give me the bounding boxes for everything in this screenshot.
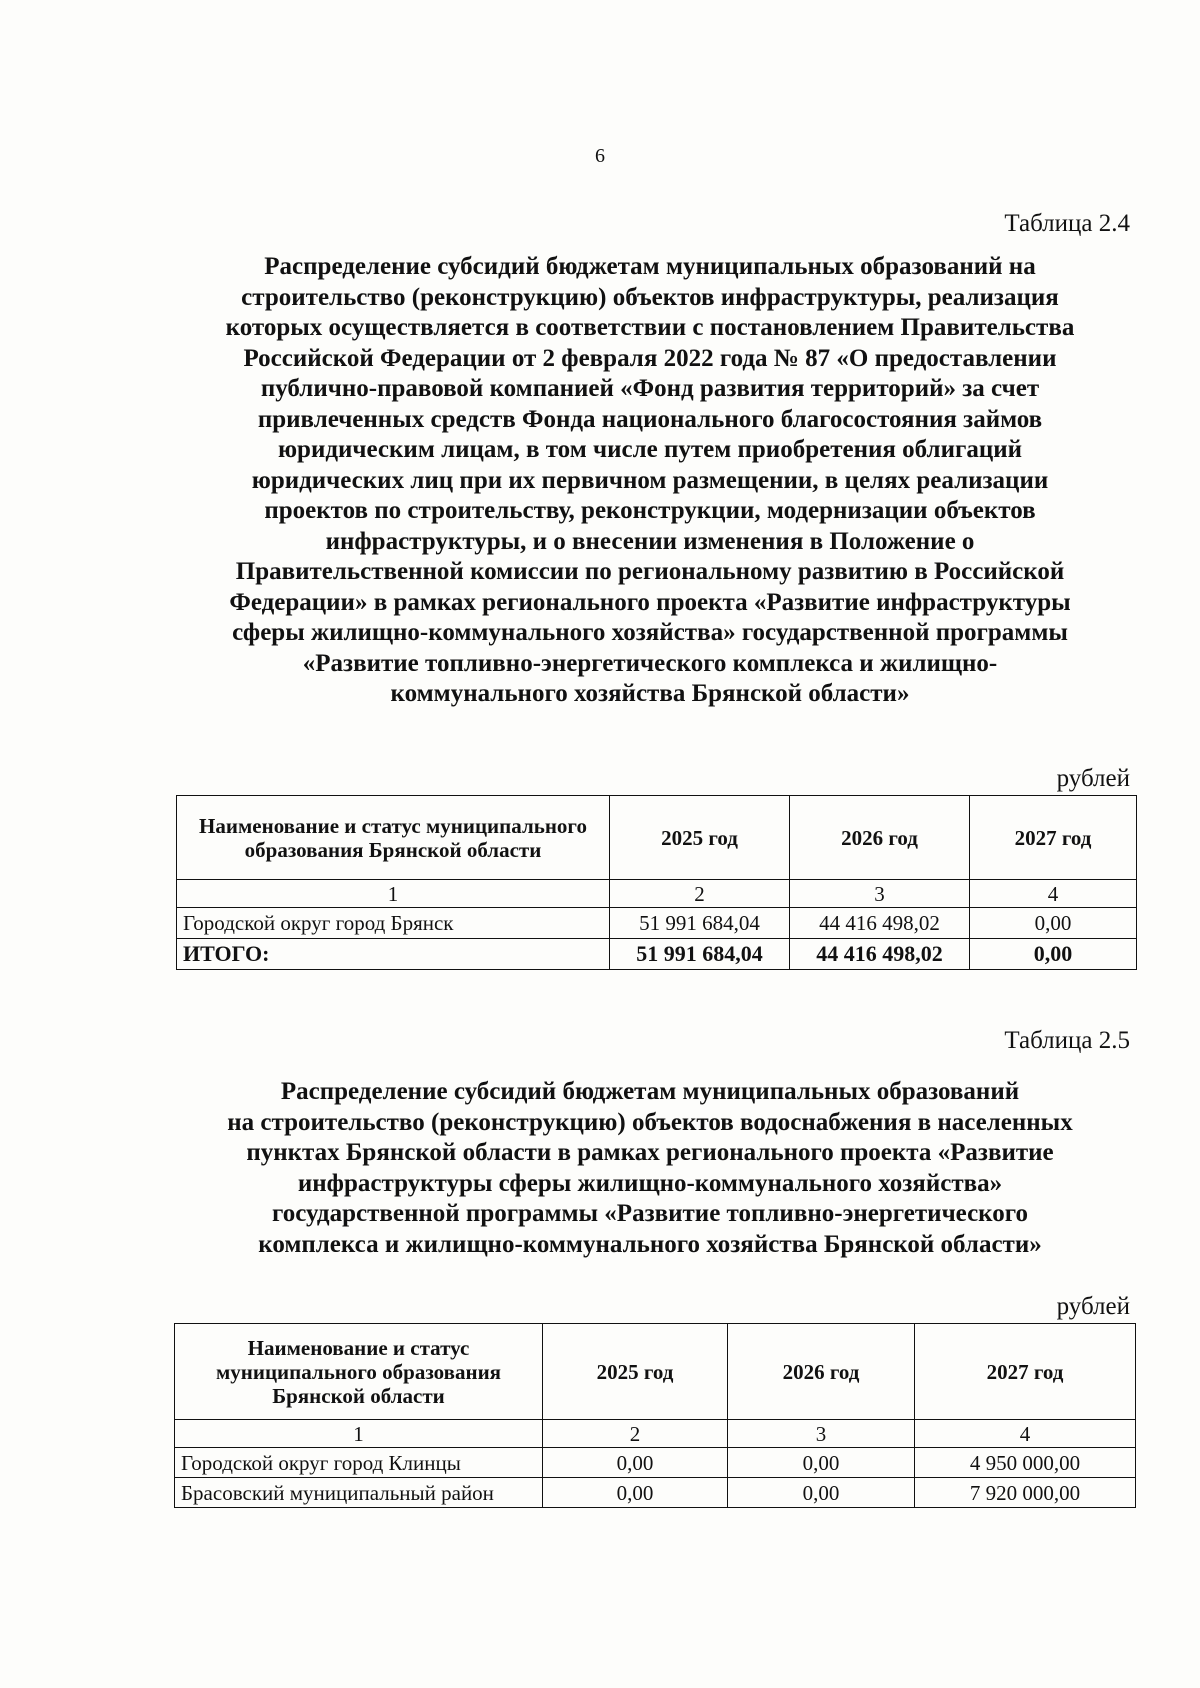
title-line: пунктах Брянской области в рамках регионального проекта «Развитие — [246, 1139, 1054, 1166]
table-header-row — [175, 1324, 1136, 1420]
distribution-table-2-5 — [174, 1323, 1136, 1508]
title-line: Распределение субсидий бюджетам муниципальных образований на — [264, 253, 1036, 280]
column-number: 1 — [175, 1420, 543, 1448]
value-2025: 0,00 — [543, 1478, 728, 1508]
distribution-table-2-4 — [176, 795, 1137, 970]
total-2027: 0,00 — [970, 939, 1137, 970]
column-number: 4 — [915, 1420, 1136, 1448]
value-2026: 44 416 498,02 — [790, 908, 970, 939]
title-line: на строительство (реконструкцию) объектов водоснабжения в населенных — [227, 1108, 1073, 1136]
value-2025: 0,00 — [543, 1448, 728, 1478]
header-municipality: Наименование и статус муниципального образования Брянской области — [175, 1324, 543, 1420]
value-2025: 51 991 684,04 — [610, 908, 790, 939]
title-line: государственной программы «Развитие топливно-энергетического — [272, 1200, 1028, 1227]
header-year-2025: 2025 год — [610, 796, 790, 880]
header-year-2026: 2026 год — [728, 1324, 915, 1420]
title-line: инфраструктуры сферы жилищно-коммунального хозяйства» — [297, 1169, 1003, 1197]
title-line: Российской Федерации от 2 февраля 2022 года № 87 «О предоставлении — [243, 344, 1057, 372]
title-line: «Развитие топливно-энергетического комплекса и жилищно- — [302, 649, 998, 677]
column-number-row — [175, 1420, 1136, 1448]
header-year-2027: 2027 год — [915, 1324, 1136, 1420]
column-number: 3 — [728, 1420, 915, 1448]
column-number: 4 — [970, 880, 1137, 908]
title-line: публично-правовой компанией «Фонд развития территорий» за счет — [260, 375, 1040, 402]
title-line: которых осуществляется в соответствии с постановлением Правительства — [225, 314, 1075, 341]
units-label: рублей — [1056, 1293, 1130, 1320]
table-title-2-4 — [170, 252, 1130, 710]
title-line: проектов по строительству, реконструкции, модернизации объектов — [264, 497, 1036, 524]
table-row — [175, 1478, 1136, 1508]
column-number: 1 — [177, 880, 610, 908]
header-year-2025: 2025 год — [543, 1324, 728, 1420]
units-label: рублей — [1056, 765, 1130, 792]
municipality-name: Брасовский муниципальный район — [175, 1478, 543, 1508]
column-number: 3 — [790, 880, 970, 908]
title-line: строительство (реконструкцию) объектов инфраструктуры, реализация — [241, 283, 1059, 311]
value-2027: 7 920 000,00 — [915, 1478, 1136, 1508]
municipality-name: Городской округ город Брянск — [177, 908, 610, 939]
title-line: коммунального хозяйства Брянской области» — [390, 680, 910, 707]
total-2026: 44 416 498,02 — [790, 939, 970, 970]
total-row — [177, 939, 1137, 970]
column-number: 2 — [610, 880, 790, 908]
table-caption-2-5: Таблица 2.5 — [1004, 1027, 1130, 1054]
table-row — [175, 1448, 1136, 1478]
table-row — [177, 908, 1137, 939]
value-2026: 0,00 — [728, 1448, 915, 1478]
header-municipality: Наименование и статус муниципального образования Брянской области — [177, 796, 610, 880]
total-2025: 51 991 684,04 — [610, 939, 790, 970]
title-line: Распределение субсидий бюджетам муниципальных образований — [280, 1078, 1020, 1105]
title-line: привлеченных средств Фонда национального благосостояния займов — [257, 405, 1043, 433]
table-caption-2-4: Таблица 2.4 — [1004, 210, 1130, 237]
value-2026: 0,00 — [728, 1478, 915, 1508]
header-year-2026: 2026 год — [790, 796, 970, 880]
municipality-name: Городской округ город Клинцы — [175, 1448, 543, 1478]
title-line: сферы жилищно-коммунального хозяйства» государственной программы — [232, 619, 1068, 646]
column-number: 2 — [543, 1420, 728, 1448]
value-2027: 4 950 000,00 — [915, 1448, 1136, 1478]
title-line: юридическим лицам, в том числе путем приобретения облигаций — [277, 436, 1023, 463]
title-line: юридических лиц при их первичном размещении, в целях реализации — [251, 466, 1049, 494]
table-title-2-5 — [170, 1077, 1130, 1260]
title-line: Федерации» в рамках регионального проекта «Развитие инфраструктуры — [229, 588, 1071, 616]
column-number-row — [177, 880, 1137, 908]
value-2027: 0,00 — [970, 908, 1137, 939]
page-number: 6 — [595, 145, 605, 167]
table-header-row — [177, 796, 1137, 880]
header-year-2027: 2027 год — [970, 796, 1137, 880]
title-line: Правительственной комиссии по региональному развитию в Российской — [235, 558, 1065, 585]
title-line: комплекса и жилищно-коммунального хозяйства Брянской области» — [258, 1230, 1042, 1258]
title-line: инфраструктуры, и о внесении изменения в Положение о — [325, 527, 975, 555]
total-label: ИТОГО: — [177, 939, 610, 970]
